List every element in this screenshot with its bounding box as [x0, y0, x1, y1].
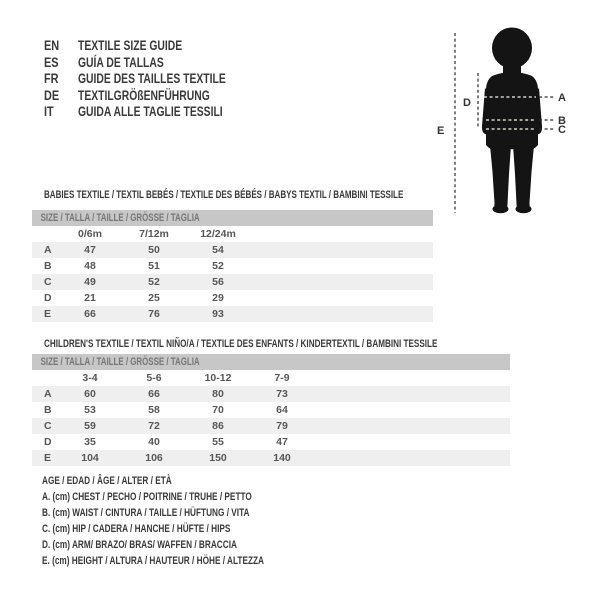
children-section-heading: CHILDREN'S TEXTILE / TEXTIL NIÑO/A / TEXTILE DES ENFANTS / KINDERTEXTIL / BAMBINI TESSILE [44, 338, 438, 350]
row-label: E [44, 452, 52, 464]
cell-value: 25 [148, 292, 160, 304]
cell-value: 140 [273, 452, 291, 464]
table-row [32, 258, 433, 274]
row-label: D [44, 292, 52, 304]
size-header-text: SIZE / TALLA / TAILLE / GRÖSSE / TAGLIA [40, 212, 200, 224]
row-label: C [44, 420, 52, 432]
cell-value: 51 [148, 260, 160, 272]
cell-value: 72 [148, 420, 160, 432]
cell-value: 76 [148, 308, 160, 320]
row-label: C [44, 276, 52, 288]
cell-value: 52 [148, 276, 160, 288]
table-row [32, 306, 433, 322]
cell-value: 66 [84, 308, 96, 320]
cell-value: 47 [84, 244, 96, 256]
cell-value: 66 [148, 388, 160, 400]
measure-label-chest: A [558, 92, 566, 104]
language-list [44, 37, 278, 120]
cell-value: 47 [276, 436, 288, 448]
legend-item-hip: C. (cm) HIP / CADERA / HANCHE / HÜFTE / HIPS [42, 523, 231, 535]
column-header: 12/24m [200, 228, 236, 240]
cell-value: 58 [148, 404, 160, 416]
measure-label-arm: D [463, 97, 471, 109]
cell-value: 40 [148, 436, 160, 448]
legend-item-arm: D. (cm) ARM/ BRAZO/ BRAS/ WAFFEN / BRACCIA [42, 539, 237, 551]
table-row [32, 290, 433, 306]
table-row [32, 242, 433, 258]
language-code: ES [44, 53, 59, 70]
row-label: D [44, 436, 52, 448]
column-header: 10-12 [204, 372, 232, 384]
cell-value: 48 [84, 260, 96, 272]
cell-value: 73 [276, 388, 288, 400]
size-header-bar [32, 210, 433, 226]
measurement-legend [42, 473, 338, 569]
row-label: B [44, 260, 52, 272]
table-row [32, 450, 510, 466]
cell-value: 106 [145, 452, 163, 464]
measure-label-height: E [437, 125, 445, 137]
cell-value: 64 [276, 404, 288, 416]
cell-value: 70 [212, 404, 224, 416]
column-header: 7/12m [139, 228, 169, 240]
language-code: FR [44, 70, 59, 87]
cell-value: 104 [81, 452, 99, 464]
table-row [32, 434, 510, 450]
cell-value: 49 [84, 276, 96, 288]
language-row-de [44, 87, 278, 104]
row-label: E [44, 308, 52, 320]
cell-value: 86 [212, 420, 224, 432]
language-code: IT [44, 103, 54, 120]
child-measurement-diagram [428, 18, 600, 218]
language-code: EN [44, 37, 60, 54]
row-label: A [44, 244, 52, 256]
legend-item-chest: A. (cm) CHEST / PECHO / POITRINE / TRUHE / PETTO [42, 491, 252, 503]
cell-value: 29 [212, 292, 224, 304]
cell-value: 80 [212, 388, 224, 400]
row-label: A [44, 388, 52, 400]
column-header-row [32, 226, 433, 242]
cell-value: 21 [84, 292, 96, 304]
cell-value: 93 [212, 308, 224, 320]
language-code: DE [44, 86, 60, 103]
language-row-fr [44, 70, 278, 87]
cell-value: 53 [84, 404, 96, 416]
row-label: B [44, 404, 52, 416]
language-title: GUIDE DES TAILLES TEXTILE [78, 70, 226, 87]
legend-age-line: AGE / EDAD / ÂGE / ALTER / ETÀ [42, 475, 172, 487]
language-row-es [44, 54, 278, 71]
measure-label-hip: C [558, 124, 566, 136]
column-header: 5-6 [146, 372, 162, 384]
cell-value: 56 [212, 276, 224, 288]
cell-value: 35 [84, 436, 96, 448]
cell-value: 55 [212, 436, 224, 448]
column-header: 3-4 [82, 372, 98, 384]
cell-value: 60 [84, 388, 96, 400]
measure-label-waist: B [558, 115, 566, 127]
language-row-en [44, 37, 278, 54]
cell-value: 59 [84, 420, 96, 432]
table-row [32, 386, 510, 402]
language-title: TEXTILE SIZE GUIDE [78, 37, 183, 54]
size-header-bar [32, 354, 510, 370]
table-row [32, 418, 510, 434]
language-row-it [44, 103, 278, 120]
cell-value: 52 [212, 260, 224, 272]
cell-value: 79 [276, 420, 288, 432]
size-header-text: SIZE / TALLA / TAILLE / GRÖSSE / TAGLIA [40, 356, 200, 368]
column-header: 7-9 [274, 372, 290, 384]
language-title: GUIDA ALLE TAGLIE TESSILI [78, 103, 223, 120]
children-size-table [32, 354, 510, 466]
legend-item-waist: B. (cm) WAIST / CINTURA / TAILLE / HÜFTUNG / VITA [42, 507, 250, 519]
cell-value: 150 [209, 452, 227, 464]
legend-item-height: E. (cm) HEIGHT / ALTURA / HAUTEUR / HÖHE / ALTEZZA [42, 555, 264, 567]
column-header-row [32, 370, 510, 386]
babies-size-table [32, 210, 433, 322]
language-title: TEXTILGRÖßENFÜHRUNG [78, 86, 210, 103]
table-row [32, 274, 433, 290]
babies-section-heading: BABIES TEXTILE / TEXTIL BEBÉS / TEXTILE DES BÉBÉS / BABYS TEXTIL / BAMBINI TESSILE [44, 189, 404, 201]
table-row [32, 402, 510, 418]
cell-value: 54 [212, 244, 224, 256]
language-title: GUÍA DE TALLAS [78, 53, 164, 70]
cell-value: 50 [148, 244, 160, 256]
column-header: 0/6m [78, 228, 102, 240]
